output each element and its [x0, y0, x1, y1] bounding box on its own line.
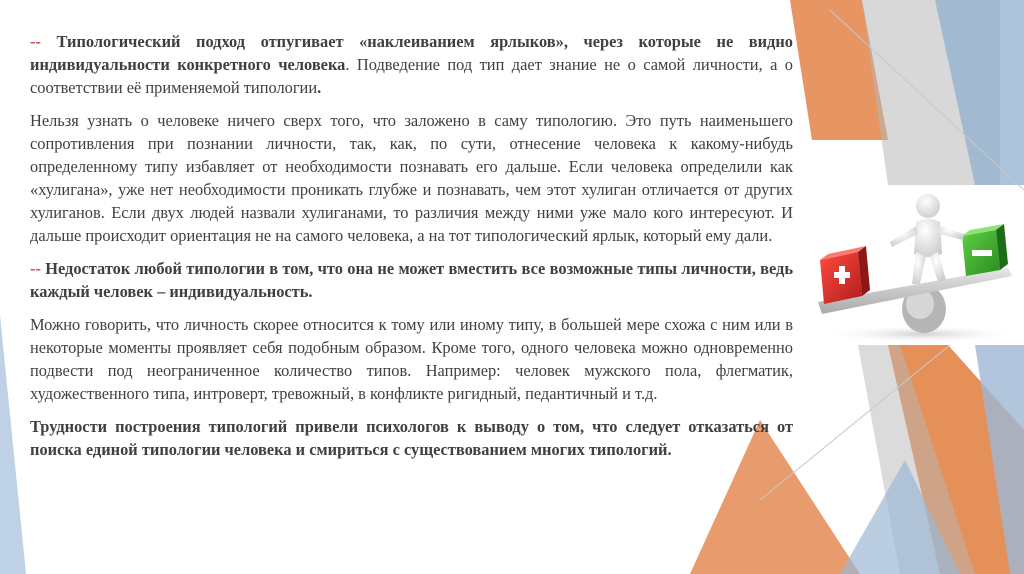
- paragraph-1: [30, 30, 793, 99]
- paragraph-1-normal: . Подведение под тип дает знание не о самой личности, а о соответствии её применяемой типологии: [30, 55, 793, 97]
- dash-marker: --: [30, 259, 41, 278]
- paragraph-3-bold: Недостаток любой типологии в том, что она не может вместить все возможные типы личности, ведь каждый человек – индивидуальность.: [30, 259, 793, 301]
- paragraph-4: Можно говорить, что личность скорее относится к тому или иному типу, в большей мере схожа с ним или в некоторые моменты проявляет себя подобным образом. Кроме того, одного человека можно одновременно подвести под неограниченное количество типов. Например: человек мужского пола, флегматик, художественного типа, интроверт, тревожный, в конфликте ригидный, педантичный и т.д.: [30, 315, 793, 403]
- paragraph-1-end: .: [317, 78, 322, 97]
- minus-box: [962, 224, 1008, 276]
- paragraph-5-bold: Трудности построения типологий привели психологов к выводу о том, что следует отказаться от поиска единой типологии человека и смириться с существованием многих типологий.: [30, 417, 793, 459]
- paragraph-3: [30, 257, 793, 303]
- dash-marker: --: [30, 32, 41, 51]
- main-text: [30, 30, 793, 471]
- plus-box: [820, 246, 870, 304]
- left-blue-triangle: [0, 315, 26, 574]
- paragraph-5: [30, 415, 793, 461]
- human-figure: [890, 194, 964, 284]
- paragraph-1-bold: Типологический подход отпугивает «наклеиванием ярлыков», через которые не видно индивидуальности конкретного человека: [30, 32, 793, 74]
- balance-illustration: [812, 184, 1024, 344]
- paragraph-2: Нельзя узнать о человеке ничего сверх того, что заложено в саму типологию. Это путь наименьшего сопротивления при познании личности, так, как, по сути, отнесение человека к какому-нибудь определенному типу избавляет от необходимости познавать его дальше. Если человека определили как «хулигана», уже нет необходимости проникать глубже и познавать, чем этот хулиган отличается от других хулиганов. Если двух людей назвали хулиганами, то различия между ними уже мало кого интересуют. И дальше происходит ориентация не на самого человека, а на тот типологический ярлык, который ему дали.: [30, 111, 793, 245]
